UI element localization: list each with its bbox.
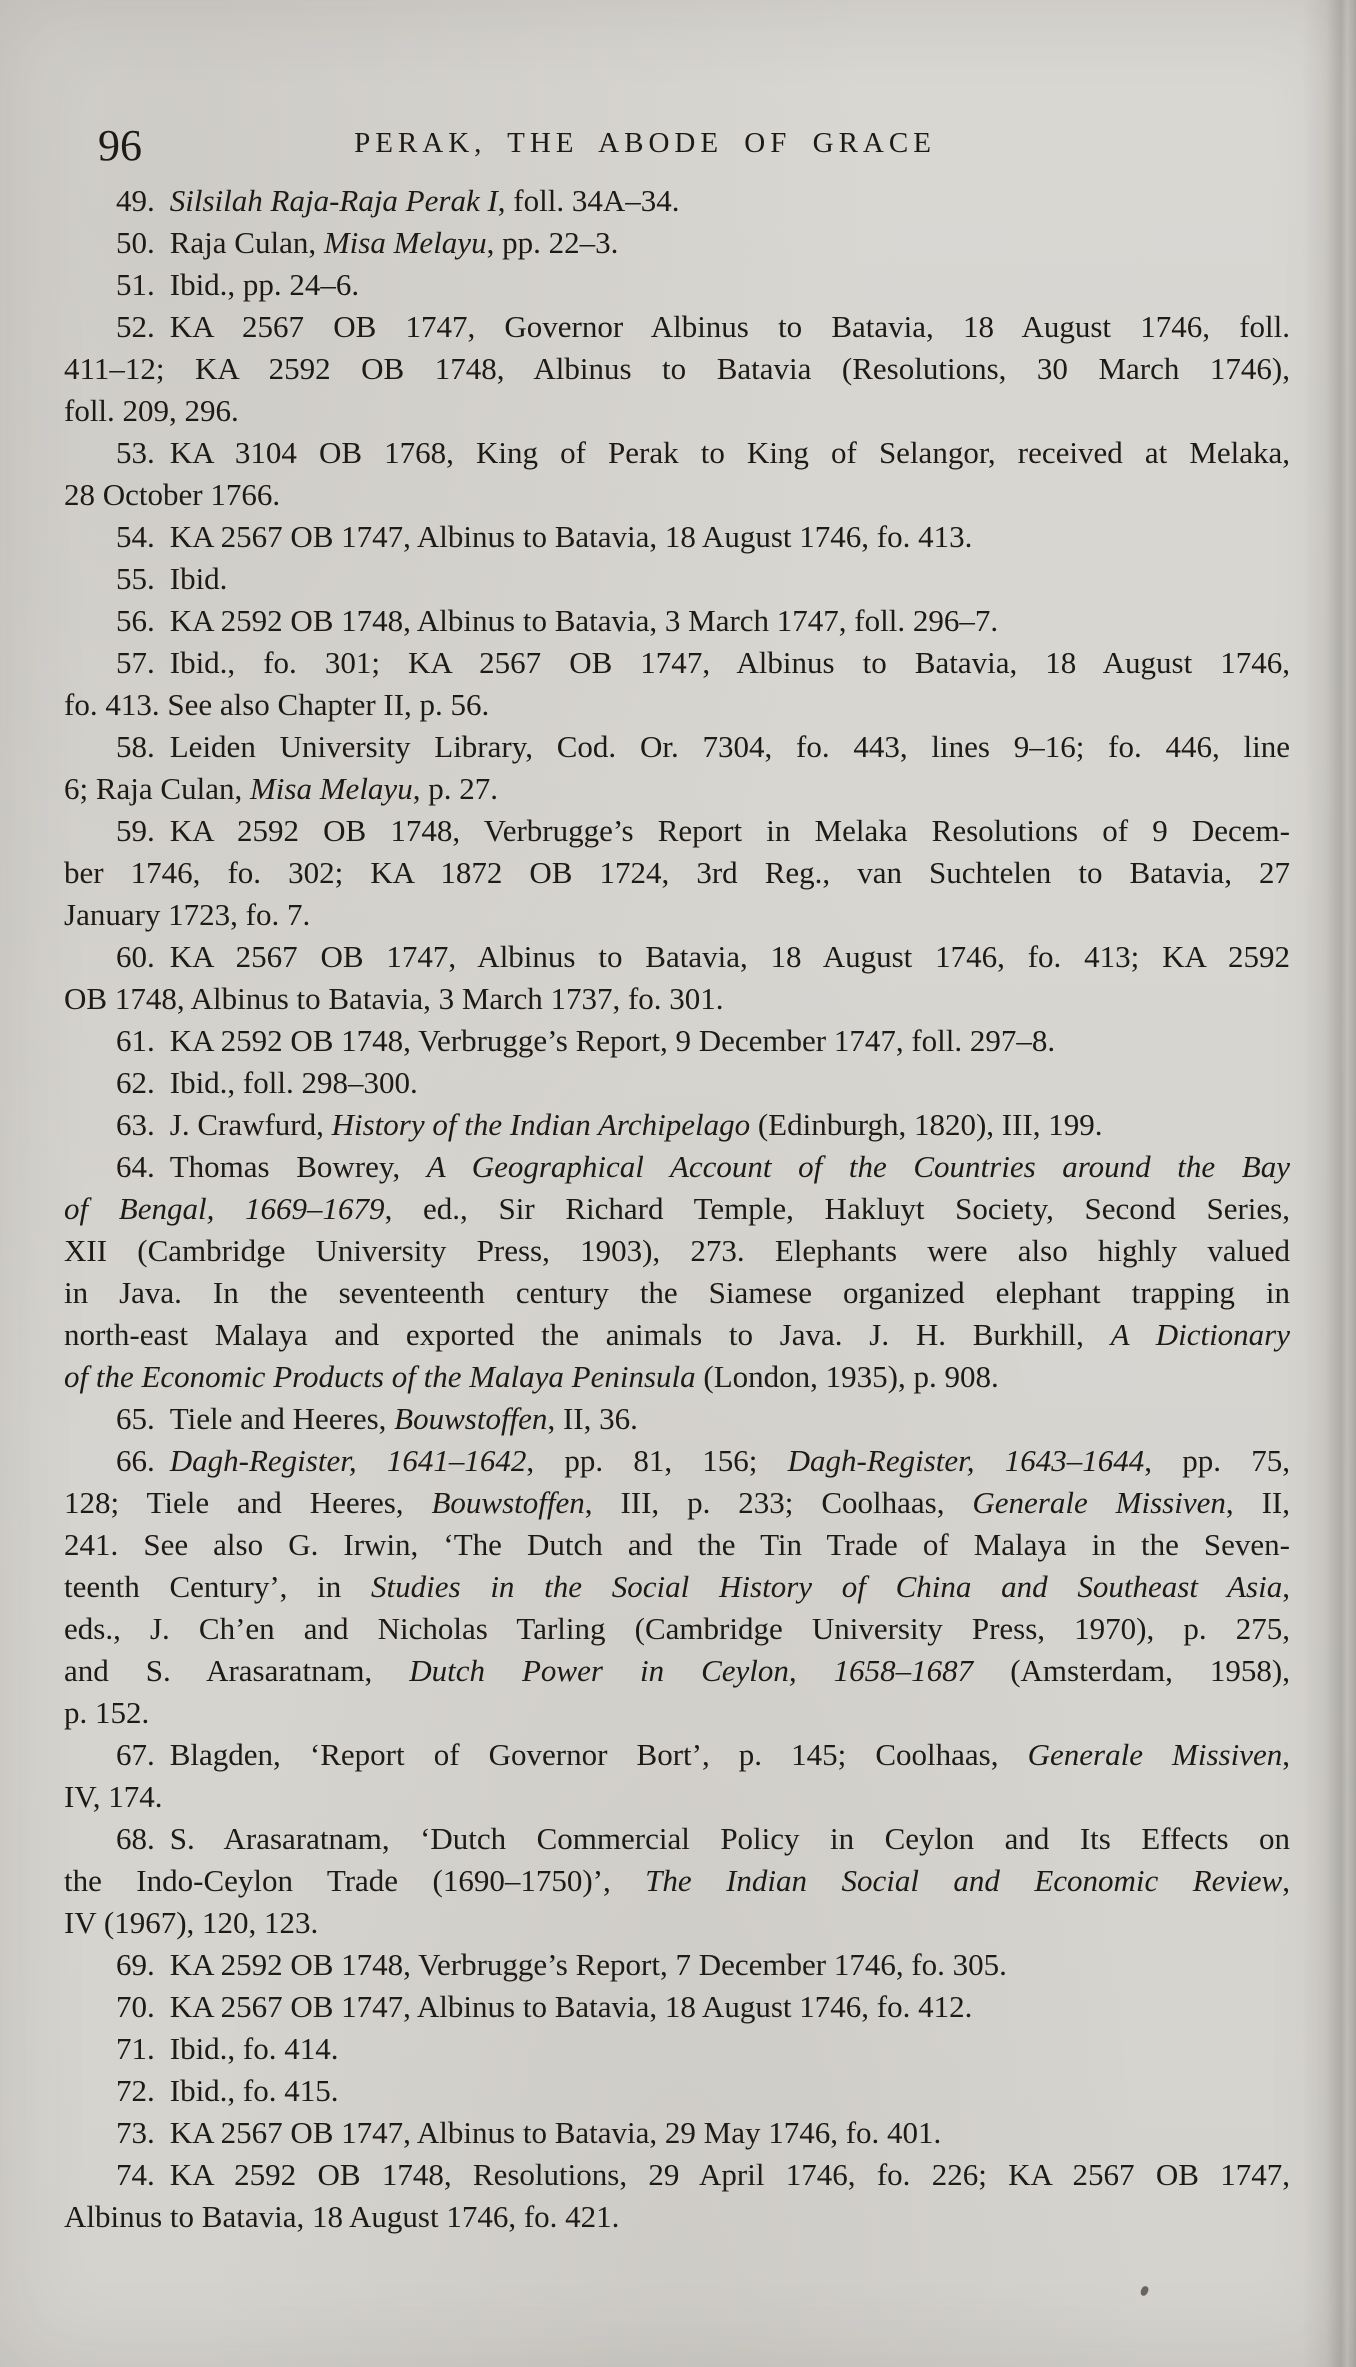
note-text: KA 2592 OB 1748, Verbrugge’s Report in Melaka Resolutions of 9 Decem- xyxy=(169,813,1290,848)
note-line xyxy=(64,1734,1290,1776)
note-line xyxy=(64,1104,1290,1146)
note-text-italic: of the Economic Products of the Malaya Peninsula xyxy=(64,1359,696,1394)
note-text: January 1723, fo. 7. xyxy=(64,897,311,932)
note-line xyxy=(64,1902,1290,1944)
note-number: 58. xyxy=(116,729,155,764)
note-line xyxy=(64,1146,1290,1188)
note-line xyxy=(64,1440,1290,1482)
note-text: , pp. 81, 156; xyxy=(526,1443,788,1478)
note-line xyxy=(64,1356,1290,1398)
note-line xyxy=(64,1524,1290,1566)
note-line xyxy=(64,516,1290,558)
note-line xyxy=(64,642,1290,684)
note-line xyxy=(64,2196,1290,2238)
note-text-italic: Generale Missiven xyxy=(972,1485,1226,1520)
note-number: 53. xyxy=(116,435,155,470)
note-text-italic: Bouwstoffen xyxy=(394,1401,548,1436)
note-text: eds., J. Ch’en and Nicholas Tarling (Cambridge University Press, 1970), p. 275, xyxy=(64,1611,1290,1646)
note-item xyxy=(64,1734,1290,1818)
note-line xyxy=(64,1944,1290,1986)
note-text: , p. 27. xyxy=(412,771,498,806)
note-item xyxy=(64,1398,1290,1440)
note-number: 50. xyxy=(116,225,155,260)
note-item xyxy=(64,1944,1290,1986)
note-text-italic: Studies in the Social History of China and Southeast Asia xyxy=(371,1569,1283,1604)
note-line xyxy=(64,600,1290,642)
note-text: , foll. 34A–34. xyxy=(497,183,680,218)
note-number: 63. xyxy=(116,1107,155,1142)
note-item xyxy=(64,516,1290,558)
page-header xyxy=(64,120,1290,170)
note-line xyxy=(64,1398,1290,1440)
note-text: Ibid., pp. 24–6. xyxy=(169,267,360,302)
note-number: 56. xyxy=(116,603,155,638)
note-text: Tiele and Heeres, xyxy=(169,1401,395,1436)
note-number: 57. xyxy=(116,645,155,680)
note-item xyxy=(64,2028,1290,2070)
note-text: (London, 1935), p. 908. xyxy=(695,1359,999,1394)
note-number: 74. xyxy=(116,2157,155,2192)
note-text: Ibid., fo. 414. xyxy=(169,2031,339,2066)
note-item xyxy=(64,936,1290,1020)
note-text: KA 3104 OB 1768, King of Perak to King of Selangor, received at Melaka, xyxy=(169,435,1290,470)
note-line xyxy=(64,1818,1290,1860)
note-line xyxy=(64,1776,1290,1818)
note-text: , II, xyxy=(1225,1485,1290,1520)
note-text: Albinus to Batavia, 18 August 1746, fo. 421. xyxy=(64,2199,620,2234)
note-line xyxy=(64,1566,1290,1608)
note-item xyxy=(64,2112,1290,2154)
note-text: , xyxy=(1282,1863,1290,1898)
note-line xyxy=(64,1986,1290,2028)
note-text: Ibid., fo. 415. xyxy=(169,2073,339,2108)
note-line xyxy=(64,2070,1290,2112)
note-number: 61. xyxy=(116,1023,155,1058)
note-line xyxy=(64,768,1290,810)
note-item xyxy=(64,600,1290,642)
note-text: 241. See also G. Irwin, ‘The Dutch and the Tin Trade of Malaya in the Seven- xyxy=(64,1527,1290,1562)
note-text: XII (Cambridge University Press, 1903), 273. Elephants were also highly valued xyxy=(64,1233,1290,1268)
note-text: , II, 36. xyxy=(547,1401,638,1436)
note-number: 69. xyxy=(116,1947,155,1982)
note-number: 73. xyxy=(116,2115,155,2150)
note-text: teenth Century’, in xyxy=(64,1569,372,1604)
note-line xyxy=(64,726,1290,768)
note-item xyxy=(64,1440,1290,1734)
note-line xyxy=(64,180,1290,222)
note-line xyxy=(64,2154,1290,2196)
note-text: 28 October 1766. xyxy=(64,477,281,512)
note-text-italic: Silsilah Raja-Raja Perak I xyxy=(169,183,498,218)
note-line xyxy=(64,432,1290,474)
note-text-italic: A Dictionary xyxy=(1110,1317,1291,1352)
note-text-italic: Misa Melayu xyxy=(249,771,413,806)
running-title: PERAK, THE ABODE OF GRACE xyxy=(354,127,936,159)
note-item xyxy=(64,1104,1290,1146)
notes-list xyxy=(64,180,1290,2238)
note-number: 54. xyxy=(116,519,155,554)
note-item xyxy=(64,1818,1290,1944)
note-number: 65. xyxy=(116,1401,155,1436)
note-line xyxy=(64,810,1290,852)
note-item xyxy=(64,1020,1290,1062)
note-line xyxy=(64,1860,1290,1902)
note-line xyxy=(64,348,1290,390)
note-text: , ed., Sir Richard Temple, Hakluyt Society, Second Series, xyxy=(384,1191,1290,1226)
note-line xyxy=(64,222,1290,264)
note-number: 59. xyxy=(116,813,155,848)
note-item xyxy=(64,1062,1290,1104)
note-text-italic: of Bengal, 1669–1679 xyxy=(64,1191,385,1226)
note-number: 70. xyxy=(116,1989,155,2024)
note-number: 68. xyxy=(116,1821,155,1856)
note-text: Leiden University Library, Cod. Or. 7304, fo. 443, lines 9–16; fo. 446, line xyxy=(169,729,1290,764)
note-line xyxy=(64,1314,1290,1356)
note-number: 51. xyxy=(116,267,155,302)
note-text: Ibid., fo. 301; KA 2567 OB 1747, Albinus to Batavia, 18 August 1746, xyxy=(169,645,1290,680)
note-line xyxy=(64,1020,1290,1062)
note-text: KA 2592 OB 1748, Resolutions, 29 April 1746, fo. 226; KA 2567 OB 1747, xyxy=(169,2157,1290,2192)
note-text: , pp. 75, xyxy=(1144,1443,1290,1478)
note-number: 49. xyxy=(116,183,155,218)
note-text: KA 2567 OB 1747, Albinus to Batavia, 18 August 1746, fo. 412. xyxy=(169,1989,973,2024)
note-text: KA 2567 OB 1747, Governor Albinus to Batavia, 18 August 1746, foll. xyxy=(169,309,1290,344)
note-line xyxy=(64,936,1290,978)
note-text-italic: History of the Indian Archipelago xyxy=(331,1107,751,1142)
note-text-italic: Generale Missiven xyxy=(1027,1737,1283,1772)
note-number: 71. xyxy=(116,2031,155,2066)
note-number: 66. xyxy=(116,1443,155,1478)
note-text-italic: A Geographical Account of the Countries around the Bay xyxy=(426,1149,1290,1184)
note-line xyxy=(64,1608,1290,1650)
note-text: J. Crawfurd, xyxy=(169,1107,332,1142)
note-text: KA 2567 OB 1747, Albinus to Batavia, 18 August 1746, fo. 413; KA 2592 xyxy=(169,939,1290,974)
note-text: Blagden, ‘Report of Governor Bort’, p. 145; Coolhaas, xyxy=(169,1737,1028,1772)
page-content xyxy=(64,120,1290,2238)
note-text: the Indo-Ceylon Trade (1690–1750)’, xyxy=(64,1863,646,1898)
note-text: Thomas Bowrey, xyxy=(169,1149,427,1184)
note-line xyxy=(64,852,1290,894)
note-item xyxy=(64,642,1290,726)
note-number: 64. xyxy=(116,1149,155,1184)
note-text-italic: Dutch Power in Ceylon, 1658–1687 xyxy=(409,1653,974,1688)
note-item xyxy=(64,432,1290,516)
note-line xyxy=(64,894,1290,936)
note-text: p. 152. xyxy=(64,1695,150,1730)
note-text: foll. 209, 296. xyxy=(64,393,239,428)
note-text-italic: Dagh-Register, 1643–1644 xyxy=(787,1443,1145,1478)
note-text: , III, p. 233; Coolhaas, xyxy=(584,1485,973,1520)
note-number: 60. xyxy=(116,939,155,974)
note-text: ber 1746, fo. 302; KA 1872 OB 1724, 3rd Reg., van Suchtelen to Batavia, 27 xyxy=(64,855,1290,890)
note-text: KA 2567 OB 1747, Albinus to Batavia, 29 May 1746, fo. 401. xyxy=(169,2115,942,2150)
note-text: IV, 174. xyxy=(64,1779,163,1814)
note-text: KA 2592 OB 1748, Albinus to Batavia, 3 March 1747, foll. 296–7. xyxy=(169,603,999,638)
note-text: , xyxy=(1282,1569,1290,1604)
note-text: OB 1748, Albinus to Batavia, 3 March 1737, fo. 301. xyxy=(64,981,724,1016)
note-text-italic: Bouwstoffen xyxy=(431,1485,585,1520)
page-number: 96 xyxy=(98,121,142,170)
note-line xyxy=(64,558,1290,600)
note-text: KA 2592 OB 1748, Verbrugge’s Report, 7 December 1746, fo. 305. xyxy=(169,1947,1007,1982)
note-text-italic: Misa Melayu xyxy=(323,225,487,260)
ink-speck xyxy=(1140,2285,1150,2297)
note-text: (Edinburgh, 1820), III, 199. xyxy=(750,1107,1103,1142)
note-text: , xyxy=(1282,1737,1290,1772)
note-line xyxy=(64,1230,1290,1272)
note-text: S. Arasaratnam, ‘Dutch Commercial Policy in Ceylon and Its Effects on xyxy=(169,1821,1290,1856)
note-item xyxy=(64,264,1290,306)
note-text: Raja Culan, xyxy=(169,225,324,260)
note-number: 55. xyxy=(116,561,155,596)
note-text: KA 2567 OB 1747, Albinus to Batavia, 18 August 1746, fo. 413. xyxy=(169,519,973,554)
note-item xyxy=(64,1146,1290,1398)
note-line xyxy=(64,2028,1290,2070)
note-line xyxy=(64,684,1290,726)
note-number: 72. xyxy=(116,2073,155,2108)
note-item xyxy=(64,306,1290,432)
note-text: in Java. In the seventeenth century the Siamese organized elephant trapping in xyxy=(64,1275,1290,1310)
note-line xyxy=(64,1188,1290,1230)
note-item xyxy=(64,222,1290,264)
note-text: fo. 413. See also Chapter II, p. 56. xyxy=(64,687,490,722)
note-text: and S. Arasaratnam, xyxy=(64,1653,410,1688)
note-line xyxy=(64,1062,1290,1104)
note-line xyxy=(64,2112,1290,2154)
note-number: 62. xyxy=(116,1065,155,1100)
note-number: 67. xyxy=(116,1737,155,1772)
note-text: (Amsterdam, 1958), xyxy=(973,1653,1290,1688)
note-line xyxy=(64,978,1290,1020)
note-text: , pp. 22–3. xyxy=(486,225,619,260)
note-item xyxy=(64,810,1290,936)
note-line xyxy=(64,1272,1290,1314)
note-line xyxy=(64,474,1290,516)
note-line xyxy=(64,1692,1290,1734)
note-text: north-east Malaya and exported the animals to Java. J. H. Burkhill, xyxy=(64,1317,1111,1352)
note-text: 411–12; KA 2592 OB 1748, Albinus to Batavia (Resolutions, 30 March 1746), xyxy=(64,351,1290,386)
note-text: 128; Tiele and Heeres, xyxy=(64,1485,432,1520)
note-line xyxy=(64,306,1290,348)
note-line xyxy=(64,1650,1290,1692)
note-item xyxy=(64,558,1290,600)
note-number: 52. xyxy=(116,309,155,344)
note-text: IV (1967), 120, 123. xyxy=(64,1905,319,1940)
note-item xyxy=(64,2154,1290,2238)
note-item xyxy=(64,180,1290,222)
note-text-italic: The Indian Social and Economic Review xyxy=(645,1863,1283,1898)
note-text: KA 2592 OB 1748, Verbrugge’s Report, 9 December 1747, foll. 297–8. xyxy=(169,1023,1056,1058)
note-line xyxy=(64,1482,1290,1524)
note-text: Ibid. xyxy=(169,561,228,596)
note-text-italic: Dagh-Register, 1641–1642 xyxy=(169,1443,527,1478)
page-edge-shadow xyxy=(1302,0,1356,2367)
note-item xyxy=(64,726,1290,810)
note-line xyxy=(64,264,1290,306)
note-item xyxy=(64,2070,1290,2112)
note-text: 6; Raja Culan, xyxy=(64,771,250,806)
note-item xyxy=(64,1986,1290,2028)
note-line xyxy=(64,390,1290,432)
note-text: Ibid., foll. 298–300. xyxy=(169,1065,418,1100)
